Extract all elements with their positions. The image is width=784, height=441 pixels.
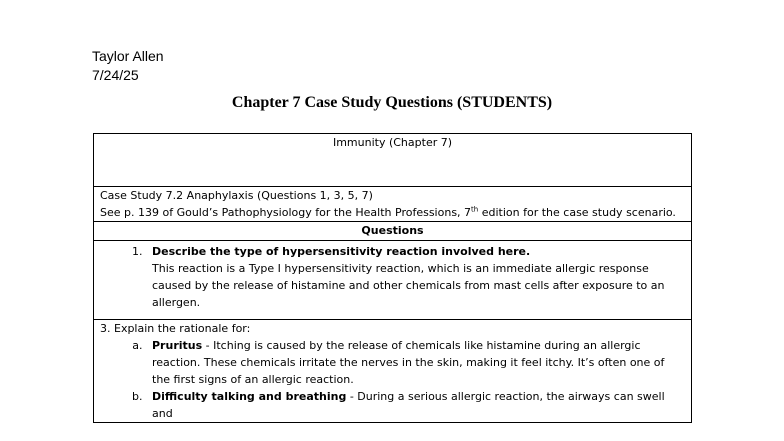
question-3-intro: 3. Explain the rationale for:	[100, 322, 251, 335]
question-1-answer: This reaction is a Type I hypersensitivity reaction, which is an immediate allergic response caused by the release of histamine and other chemicals from mast cells after exposure to an allergen.	[152, 262, 665, 309]
questions-label: Questions	[94, 222, 692, 241]
author-date: 7/24/25	[92, 67, 139, 83]
case-info-cell	[94, 187, 692, 222]
case-reference-superscript: th	[471, 205, 479, 214]
question-1-text: 1. Describe the type of hypersensitivity reaction involved here.	[152, 245, 531, 258]
author-block	[92, 47, 164, 85]
item-a-text: - Itching is caused by the release of chemicals like histamine during an allergic reaction. These chemicals irritate the nerves in the skin, making it feel itchy. It’s often one of the first signs of an allergic reaction.	[152, 339, 665, 386]
case-reference-text: See p. 139 of Gould’s Pathophysiology for the Health Professions, 7	[100, 206, 472, 219]
case-title: Case Study 7.2 Anaphylaxis (Questions 1, 3, 5, 7)	[100, 189, 373, 202]
question-1-row	[94, 241, 692, 320]
case-reference-text-end: edition for the case study scenario.	[478, 206, 676, 219]
document-title: Chapter 7 Case Study Questions (STUDENTS)	[231, 94, 553, 111]
question-1-cell	[94, 241, 692, 320]
case-info-row	[94, 187, 692, 222]
author-name: Taylor Allen	[92, 48, 164, 64]
table-header-cell: Immunity (Chapter 7)	[94, 134, 692, 187]
question-1-list	[100, 243, 685, 311]
item-b-text: - During a serious allergic reaction, the airways can swell and	[152, 390, 665, 420]
question-3-cell	[94, 320, 692, 423]
table-header-row	[94, 134, 692, 187]
case-reference	[100, 204, 685, 221]
question-3-sublist	[100, 337, 685, 422]
questions-label-row	[94, 222, 692, 241]
item-b-term: Difficulty talking and breathing	[152, 390, 347, 403]
case-study-table	[93, 133, 692, 423]
question-3-item-b	[146, 388, 685, 422]
item-a-term: Pruritus	[152, 339, 203, 352]
question-3-item-a	[146, 337, 685, 388]
question-1	[146, 243, 685, 311]
question-3-row	[94, 320, 692, 423]
